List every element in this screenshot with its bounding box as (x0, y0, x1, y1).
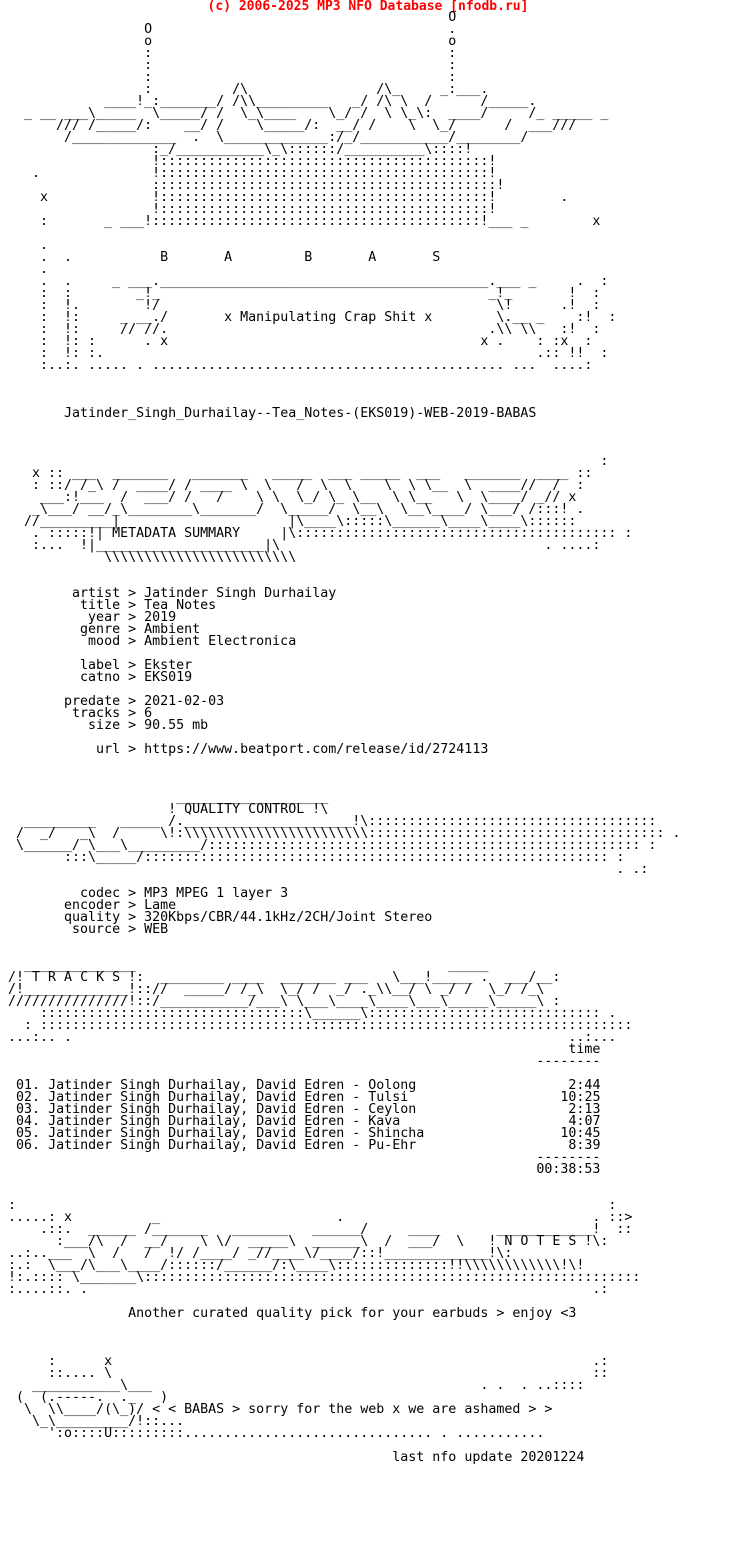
notes-section-title: N O T E S (504, 1234, 577, 1249)
tracks-section-title: T R A C K S (32, 970, 121, 985)
logo-letters: B A B A S (160, 250, 441, 265)
quality-value-codec: MP3 MPEG 1 layer 3 (144, 886, 289, 901)
meta-value-size: 90.55 mb (144, 718, 209, 733)
quality-value-encoder: Lame (144, 898, 177, 913)
metadata-section-title: METADATA SUMMARY (112, 526, 241, 541)
track-number: 02. (16, 1090, 41, 1105)
meta-value-year: 2019 (144, 610, 177, 625)
meta-value-url: https://www.beatport.com/release/id/2724113 (144, 742, 489, 757)
track-title: Jatinder Singh Durhailay, David Edren - Pu-Ehr (48, 1138, 417, 1153)
nfo-art: O O . o o : : : : : : : /\ /\_ _:___. ____!_:_______/ /\\_________ _/ /\ \ / /_____. _ __ ___\_____ \_____/ / \_\____ \_/ / \ \_\: ____/ /_ _____ _ /// /_____/: __/ / \_____/: __/ / \ \_/ / ___/// /_____________ . \_____________:/_/___________/________/ :_/___________\_\::::::/__________\::::! !:::::::::::::::::::::::::::::::::::::::::! . !:::::::::::::::::::::::::::::::::::::::::! :::::::::::::::::::::::::::::::::::::::::::! x !:::::::::::::::::::::::::::::::::::::::::! . !:::::::::::::::::::::::::::::::::::::::::! : _ ___!:::::::::::::::::::::::::::::::::::::::::!___ _ x . . . B A B A S . . . _ ___._________________________________________.___ _ . : : : _!_ _!_ ! : : !. !/ \! .! : : !: _ __./ x Manipulating Crap Shit x \.__ _ :! : : !: // //. .\\ \\ :! : : !: : . x x . : :x : : !: :. .:: !! : :..:. ..... . ............................................ ... ....: Jatinder_Singh_Durhailay--Tea_Notes-(EKS019)-WEB-2019-BABAS : x :: ___ _______ _______ _____ ___ _____ ___ _______ ____ :: : ::/ /_\ / ____/ / ____ \ \ / \ \ \ \ \__ \ ____// / : ___:!___ / ___/ / / \ \ \_/ \_ \__ \ \__ \ \____/ _// x _\___/ __/_\________\_______/ \_____/ \__\ \__\____/ \___/ /:::! . //_________| |\____\:::::\______\____\____\:::::: . :::::!| METADATA SUMMARY |\:::::::::::::::::::::::::::::::::::::::: : :... !|_____________________|\ . ....: \\\\\\\\\\\\\\\\\\\\\\\\ artist > Jatinder Singh Durhailay title > Tea Notes year > 2019 genre > Ambient mood > Ambient Electronica label > Ekster catno > EKS019 predate > 2021-02-03 tracks > 6 size > 90.55 mb url > https://www.beatport.com/release/id/2724113 ___________________ ! QUALITY CONTROL !\ _________ _____ /._____________________!\:::::::::::::::::::::::::::::::::::: / _/ _\ / \!:\\\\\\\\\\\\\\\\\\\\\\\::::::::::::::::::::::::::::::::::::: . \______/ \___\_________/:::::::::::::::::::::::::::::::::::::::::::::::::::::: : :::\_____/:::::::::::::::::::::::::::::::::::::::::::::::::::::::::: : . .: codec > MP3 MPEG 1 layer 3 encoder > Lame quality > 320Kbps/CBR/44.1kHz/2CH/Joint Stereo source > WEB ______________ _____ /! T R A C K S !: ________ ____ _______ ___ \___!_____ . ___/__: /!_____________!::// _____/ /_\ \_/ / _/ ._\\__/ \ _/ / \_/ /_\ ///////////////!::/___________/___\ \___\____\____\___\_____\_____\ : :::::::::::::::::::::::::::::::::\______\::::::::::::::::::::::::::::: . : :::::::::::::::::::::::::::::::::::::::::::::::::::::::::::::::::::::::::: ...:.. . ..:... time -------- 01. Jatinder Singh Durhailay, David Edren - Oolong 2:44 02. Jatinder Singh Durhailay, David Edren - Tulsi 10:25 03. Jatinder Singh Durhailay, David Edren - Ceylon 2:13 04. Jatinder Singh Durhailay, David Edren - Kava 4:07 05. Jatinder Singh Durhailay, David Edren - Shincha 10:45 06. Jatinder Singh Durhailay, David Edren - Pu-Ehr 8:39 -------- 00:38:53 : : .....: x _ . . ::> .::. ______ /_______ _______ ______/ ____ ____________! :: :___/\ / __/ \ \/ _____\ ______\ / ___/ \ ! N O T E S !\: ..:..___ \ / / !/ /____/ _//____\/____/::!_____________!\: :.: \___/\___\____/::::::/______/:\____\::::::::::::::!!\\\\\\\\\\\\!\! !:.:::: \_______\:::::::::::::::::::::::::::::::::::::::::::::::::::::::::::::: :....::. . .: Another curated quality pick for your earbuds > enjoy <3 : x .: ::.... \ :: ___________\___ . . . ..:::: ( (.-----. ._ ) \ \\____/(\_)/ < < BABAS > sorry for the web x we are ashamed > > \_\_________/!::... ':o::::U:::::::::............................... . ........... last nfo update 20201224 (8, 10, 681, 1465)
track-title: Jatinder Singh Durhailay, David Edren - Ceylon (48, 1102, 417, 1117)
group-tagline: x Manipulating Crap Shit x (224, 310, 433, 325)
meta-value-tracks: 6 (144, 706, 153, 721)
track-time: 10:25 (560, 1090, 601, 1105)
track-time: 4:07 (568, 1114, 601, 1129)
notes-text: Another curated quality pick for your earbuds > enjoy <3 (128, 1306, 577, 1321)
track-title: Jatinder Singh Durhailay, David Edren - Tulsi (48, 1090, 409, 1105)
track-title: Jatinder Singh Durhailay, David Edren - Oolong (48, 1078, 417, 1093)
release-name: Jatinder_Singh_Durhailay--Tea_Notes-(EKS019)-WEB-2019-BABAS (64, 406, 537, 421)
track-number: 03. (16, 1102, 41, 1117)
track-title: Jatinder Singh Durhailay, David Edren - Kava (48, 1114, 401, 1129)
track-title: Jatinder Singh Durhailay, David Edren - Shincha (48, 1126, 425, 1141)
quality-value-source: WEB (144, 922, 169, 937)
tracks-time-header: time (568, 1042, 601, 1057)
meta-value-catno: EKS019 (144, 670, 193, 685)
track-number: 04. (16, 1114, 41, 1129)
meta-value-title: Tea Notes (144, 598, 217, 613)
site-copyright-header: (c) 2006-2025 MP3 NFO Database [nfodb.ru] (207, 0, 529, 14)
track-time: 2:13 (568, 1102, 601, 1117)
track-number: 01. (16, 1078, 41, 1093)
track-number: 05. (16, 1126, 41, 1141)
track-time: 8:39 (568, 1138, 601, 1153)
meta-value-label: Ekster (144, 658, 193, 673)
meta-value-mood: Ambient Electronica (144, 634, 297, 649)
last-update: last nfo update 20201224 (392, 1450, 585, 1465)
track-time: 10:45 (560, 1126, 601, 1141)
tracks-total-time: 00:38:53 (536, 1162, 601, 1177)
meta-value-predate: 2021-02-03 (144, 694, 225, 709)
track-time: 2:44 (568, 1078, 601, 1093)
meta-value-genre: Ambient (144, 622, 201, 637)
quality-section-title: QUALITY CONTROL (184, 802, 305, 817)
quality-value-quality: 320Kbps/CBR/44.1kHz/2CH/Joint Stereo (144, 910, 433, 925)
meta-value-artist: Jatinder Singh Durhailay (144, 586, 337, 601)
track-number: 06. (16, 1138, 41, 1153)
footer-message: < < BABAS > sorry for the web x we are ashamed > > (152, 1402, 553, 1417)
